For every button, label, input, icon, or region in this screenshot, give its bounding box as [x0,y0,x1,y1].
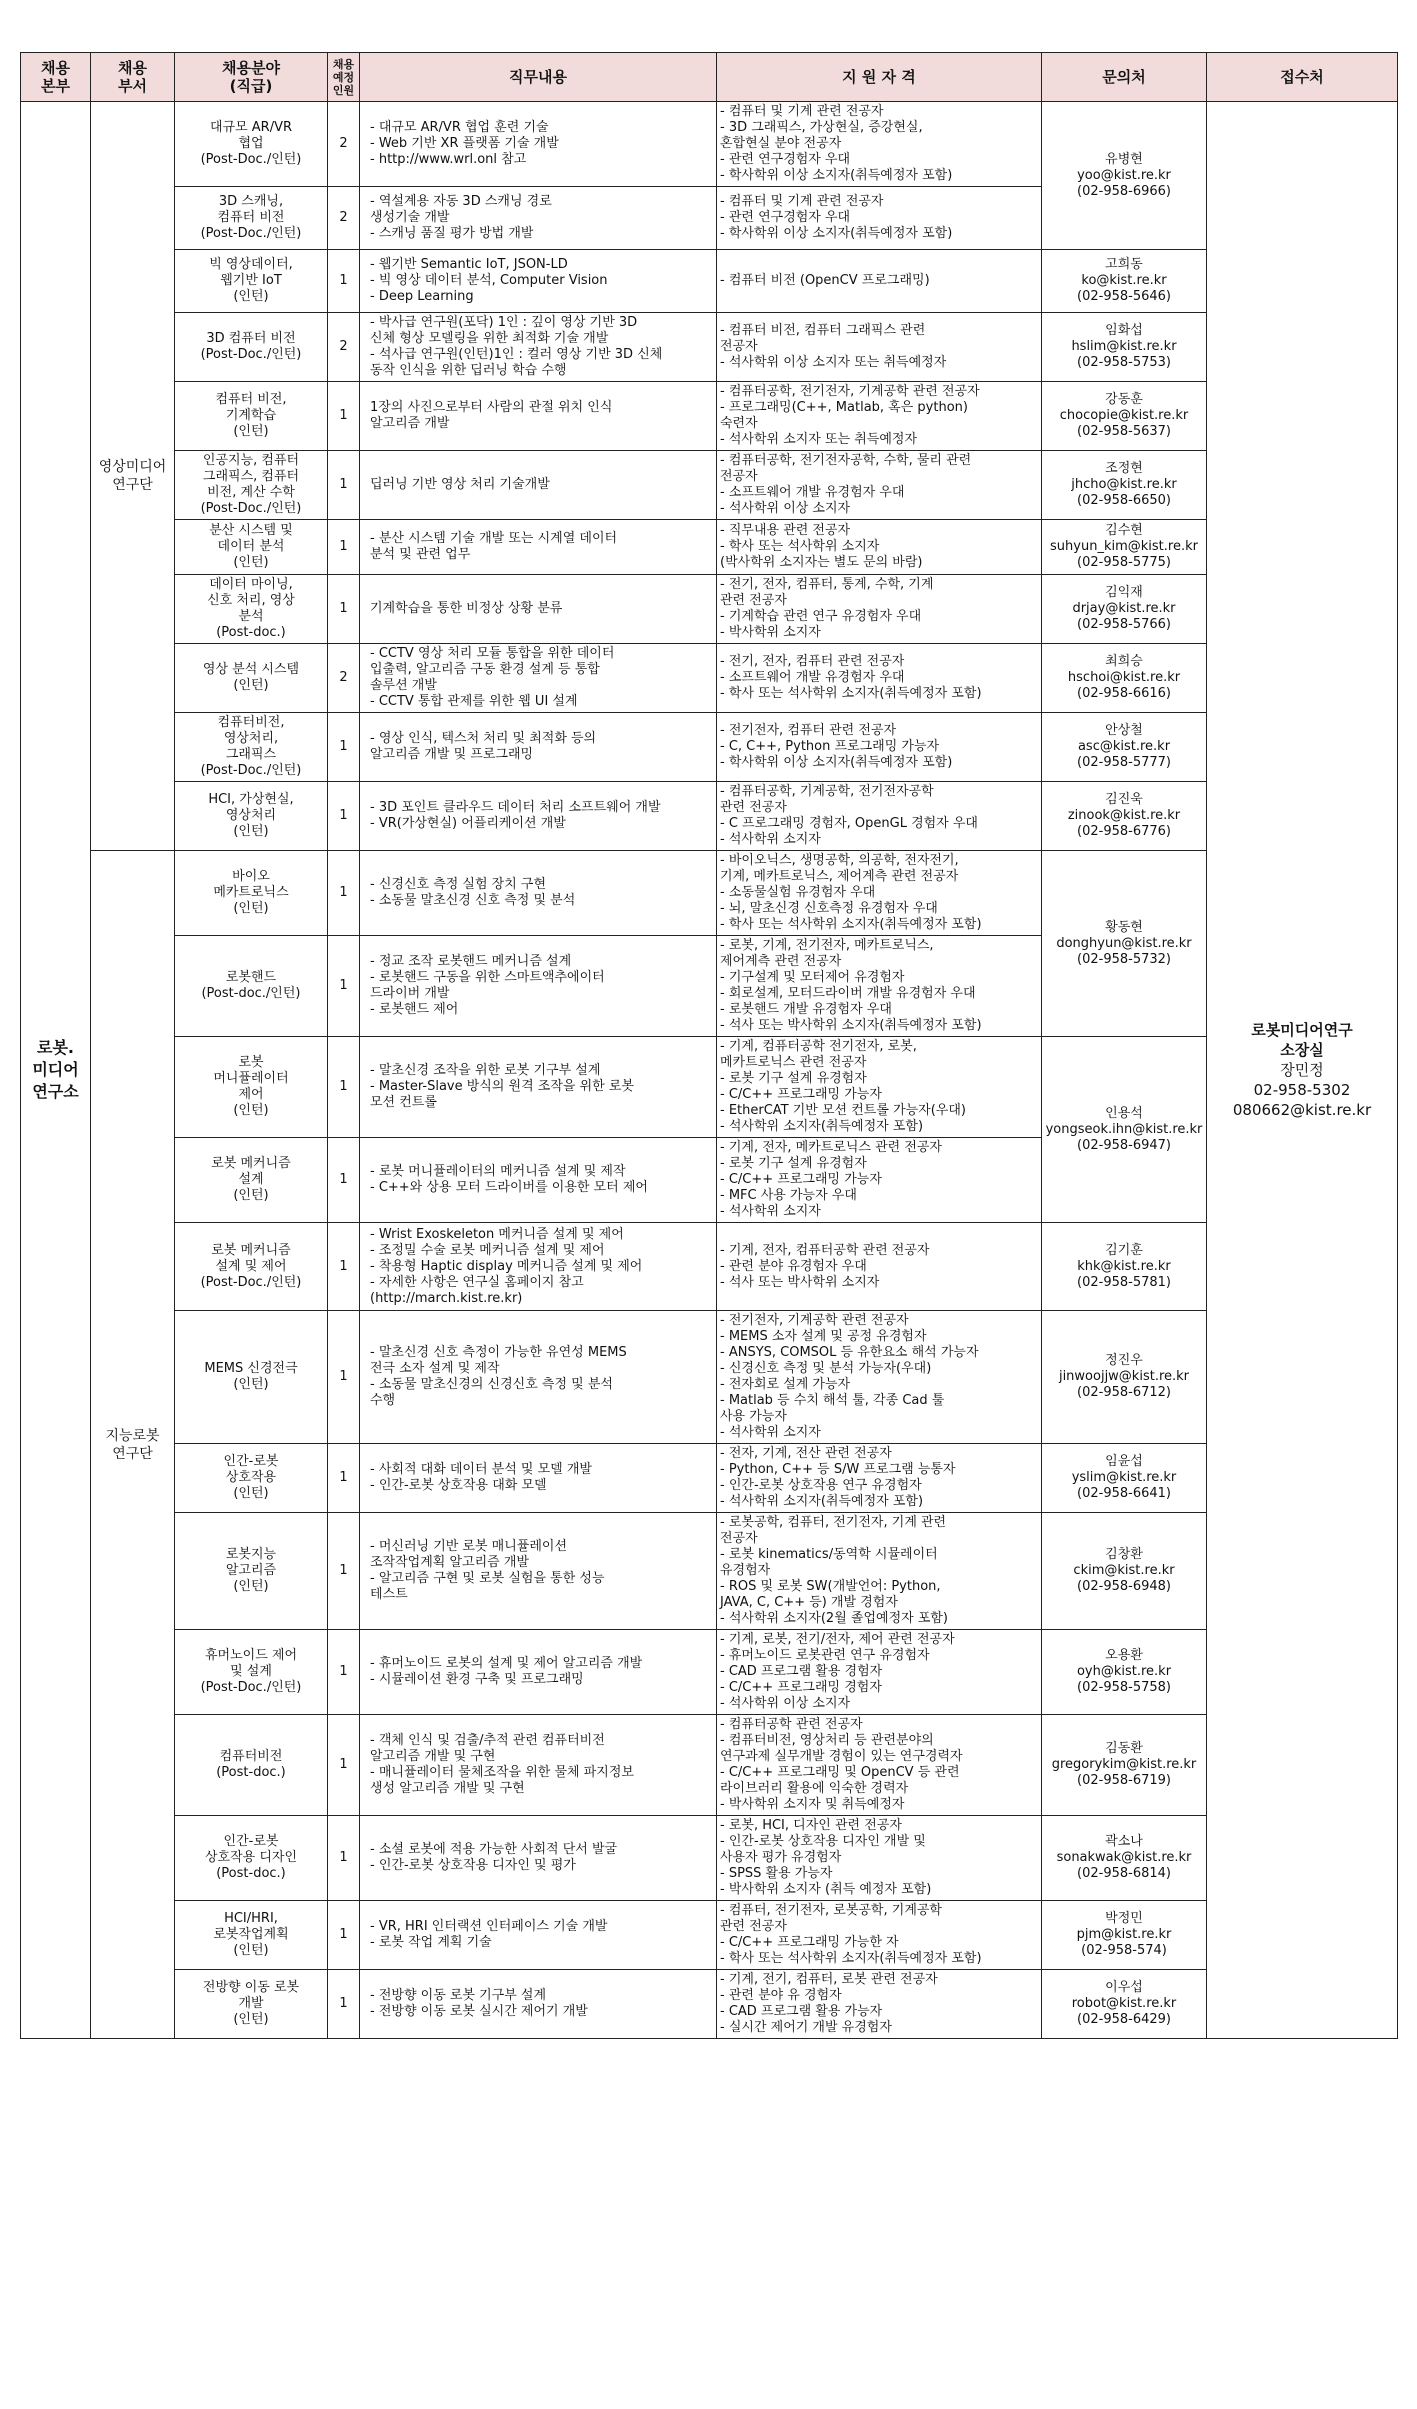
contact-cell [1042,1037,1207,1223]
contact-cell [1042,1513,1207,1630]
reception-name: 장민정 [1280,1061,1324,1079]
qualifications-cell: - 기계, 전자, 메카트로닉스 관련 전공자 - 로봇 기구 설계 유경험자 - C/C++ 프로그래밍 가능자 - MFC 사용 가능자 우대 - 석사학위 소지자 [717,1138,1042,1223]
contact-phone: (02-958-6948) [1077,1579,1171,1594]
table-row [21,382,1398,451]
contact-name: 박정민 [1105,1911,1143,1926]
count-cell: 2 [328,313,360,382]
contact-email: yslim@kist.re.kr [1071,1470,1177,1485]
qualifications-cell: - 로봇, HCI, 디자인 관련 전공자 - 인간-로봇 상호작용 디자인 개발 및 사용자 평가 유경험자 - SPSS 활용 가능자 - 박사학위 소지자 (취득 예정자 포함) [717,1816,1042,1901]
field-cell: 인공지능, 컴퓨터 그래픽스, 컴퓨터 비전, 계산 수학 (Post-Doc./인턴) [175,451,328,520]
contact-phone: (02-958-574) [1081,1943,1167,1958]
contact-email: robot@kist.re.kr [1071,1996,1177,2011]
contact-name: 이우섭 [1105,1980,1143,1995]
table-row [21,575,1398,644]
table-row [21,1223,1398,1311]
duties-cell: - 웹기반 Semantic IoT, JSON-LD - 빅 영상 데이터 분석, Computer Vision - Deep Learning [360,250,717,313]
contact-name: 김기훈 [1105,1242,1143,1258]
contact-email: zinook@kist.re.kr [1067,808,1181,823]
count-cell: 2 [328,102,360,187]
qualifications-cell: - 컴퓨터, 전기전자, 로봇공학, 기계공학 관련 전공자 - C/C++ 프로그래밍 가능한 자 - 학사 또는 석사학위 소지자(취득예정자 포함) [717,1901,1042,1970]
duties-cell: - 신경신호 측정 실험 장치 구현 - 소동물 말초신경 신호 측정 및 분석 [360,851,717,936]
count-cell: 1 [328,382,360,451]
count-cell: 1 [328,250,360,313]
reception-title: 로봇미디어연구 소장실 [1251,1021,1353,1059]
qualifications-cell: - 컴퓨터공학, 기계공학, 전기전자공학 관련 전공자 - C 프로그래밍 경험자, OpenGL 경험자 우대 - 석사학위 소지자 [717,782,1042,851]
reception-email: 080662@kist.re.kr [1232,1101,1372,1119]
contact-cell [1042,713,1207,782]
contact-phone: (02-958-6776) [1077,824,1171,839]
field-cell: 3D 컴퓨터 비전 (Post-Doc./인턴) [175,313,328,382]
table-row [21,851,1398,936]
duties-cell: - 사회적 대화 데이터 분석 및 모델 개발 - 인간-로봇 상호작용 대화 모델 [360,1444,717,1513]
contact-cell [1042,1715,1207,1816]
header-duties: 직무내용 [360,53,717,102]
duties-cell: - Wrist Exoskeleton 메커니즘 설계 및 제어 - 조정밀 수술 로봇 메커니즘 설계 및 제어 - 착용형 Haptic display 메커니즘 설계 및 제어 - 자세한 사항은 연구실 홈페이지 참고 (http://march.kist.re.kr) [360,1223,717,1311]
contact-cell [1042,1444,1207,1513]
department-cell: 영상미디어 연구단 [91,102,175,851]
duties-cell: - 객체 인식 및 검출/추적 관련 컴퓨터비전 알고리즘 개발 및 구현 - 매니퓰레이터 물체조작을 위한 물체 파지정보 생성 알고리즘 개발 및 구현 [360,1715,717,1816]
contact-email: drjay@kist.re.kr [1072,601,1176,616]
contact-name: 임윤섭 [1105,1454,1143,1469]
contact-phone: (02-958-5781) [1077,1274,1171,1290]
table-row [21,1816,1398,1901]
duties-cell: - VR, HRI 인터랙션 인터페이스 기술 개발 - 로봇 작업 계획 기술 [360,1901,717,1970]
qualifications-cell: - 기계, 로봇, 전기/전자, 제어 관련 전공자 - 휴머노이드 로봇관련 연구 유경험자 - CAD 프로그램 활용 경험자 - C/C++ 프로그래밍 경험자 - 석사학위 이상 소지자 [717,1630,1042,1715]
table-row [21,1970,1398,2039]
qualifications-cell: - 컴퓨터 및 기계 관련 전공자 - 3D 그래픽스, 가상현실, 증강현실, 혼합현실 분야 전공자 - 관련 연구경험자 우대 - 학사학위 이상 소지자(취득예정자 포함) [717,102,1042,187]
table-row [21,1513,1398,1630]
contact-name: 최희승 [1105,654,1143,669]
qualifications-cell: - 컴퓨터 비전, 컴퓨터 그래픽스 관련 전공자 - 석사학위 이상 소지자 또는 취득예정자 [717,313,1042,382]
contact-name: 임화섭 [1105,323,1143,338]
count-cell: 1 [328,1970,360,2039]
contact-name: 오용환 [1105,1648,1143,1663]
field-cell: 전방향 이동 로봇 개발 (인턴) [175,1970,328,2039]
header-reception: 접수처 [1207,53,1398,102]
duties-cell: - 말초신경 조작을 위한 로봇 기구부 설계 - Master-Slave 방식의 원격 조작을 위한 로봇 모션 컨트롤 [360,1037,717,1138]
contact-name: 김동환 [1105,1741,1143,1756]
contact-cell [1042,451,1207,520]
contact-name: 김수현 [1105,523,1143,538]
duties-cell: - CCTV 영상 처리 모듈 통합을 위한 데이터 입출력, 알고리즘 구동 환경 설계 등 통합 솔루션 개발 - CCTV 통합 관제를 위한 웹 UI 설계 [360,644,717,713]
contact-name: 김창환 [1105,1547,1143,1562]
field-cell: 휴머노이드 제어 및 설계 (Post-Doc./인턴) [175,1630,328,1715]
contact-cell [1042,1816,1207,1901]
field-cell: HCI, 가상현실, 영상처리 (인턴) [175,782,328,851]
duties-cell: - 전방향 이동 로봇 기구부 설계 - 전방향 이동 로봇 실시간 제어기 개발 [360,1970,717,2039]
field-cell: 로봇 머니퓰레이터 제어 (인턴) [175,1037,328,1138]
duties-cell: - 휴머노이드 로봇의 설계 및 제어 알고리즘 개발 - 시뮬레이션 환경 구축 및 프로그래밍 [360,1630,717,1715]
contact-name: 안상철 [1105,723,1143,738]
contact-cell [1042,575,1207,644]
contact-cell [1042,851,1207,1037]
qualifications-cell: - 컴퓨터공학 관련 전공자 - 컴퓨터비전, 영상처리 등 관련분야의 연구과제 실무개발 경험이 있는 연구경력자 - C/C++ 프로그래밍 및 OpenCV 등 관련 라이브러리 활용에 익숙한 경력자 - 박사학위 소지자 및 취득예정자 [717,1715,1042,1816]
table-row [21,1630,1398,1715]
contact-cell [1042,520,1207,575]
count-cell: 1 [328,782,360,851]
table-row [21,451,1398,520]
count-cell: 1 [328,1901,360,1970]
duties-cell: - 3D 포인트 클라우드 데이터 처리 소프트웨어 개발 - VR(가상현실) 어플리케이션 개발 [360,782,717,851]
field-cell: 컴퓨터 비전, 기계학습 (인턴) [175,382,328,451]
table-row [21,313,1398,382]
count-cell: 1 [328,575,360,644]
contact-phone: (02-958-5775) [1077,555,1171,570]
qualifications-cell: - 컴퓨터 및 기계 관련 전공자 - 관련 연구경험자 우대 - 학사학위 이상 소지자(취득예정자 포함) [717,187,1042,250]
contact-name: 김진욱 [1105,792,1143,807]
field-cell: 로봇 메커니즘 설계 및 제어 (Post-Doc./인턴) [175,1223,328,1311]
contact-cell [1042,250,1207,313]
count-cell: 1 [328,1444,360,1513]
count-cell: 2 [328,187,360,250]
contact-name: 고희동 [1105,257,1143,272]
contact-cell [1042,382,1207,451]
qualifications-cell: - 전기전자, 컴퓨터 관련 전공자 - C, C++, Python 프로그래밍 가능자 - 학사학위 이상 소지자(취득예정자 포함) [717,713,1042,782]
contact-cell [1042,1970,1207,2039]
duties-cell: - 로봇 머니퓰레이터의 메커니즘 설계 및 제작 - C++와 상용 모터 드라이버를 이용한 모터 제어 [360,1138,717,1223]
field-cell: MEMS 신경전극 (인턴) [175,1311,328,1444]
duties-cell: - 역설계용 자동 3D 스캐닝 경로 생성기술 개발 - 스캐닝 품질 평가 방법 개발 [360,187,717,250]
contact-email: ckim@kist.re.kr [1073,1563,1175,1578]
contact-phone: (02-958-6947) [1077,1137,1171,1153]
qualifications-cell: - 로봇공학, 컴퓨터, 전기전자, 기계 관련 전공자 - 로봇 kinematics/동역학 시뮬레이터 유경험자 - ROS 및 로봇 SW(개발언어: Python, JAVA, C, C++ 등) 개발 경험자 - 석사학위 소지자(2월 졸업예정자 포함) [717,1513,1042,1630]
contact-email: asc@kist.re.kr [1077,739,1171,754]
contact-phone: (02-958-6719) [1077,1773,1171,1788]
contact-email: yoo@kist.re.kr [1077,167,1171,183]
duties-cell: 1장의 사진으로부터 사람의 관절 위치 인식 알고리즘 개발 [360,382,717,451]
field-cell: 컴퓨터비전, 영상처리, 그래픽스 (Post-Doc./인턴) [175,713,328,782]
contact-cell [1042,1223,1207,1311]
headquarters-cell: 로봇. 미디어 연구소 [21,102,91,2039]
header-department: 채용 부서 [91,53,175,102]
count-cell: 1 [328,1630,360,1715]
contact-phone: (02-958-6650) [1077,493,1171,508]
count-cell: 1 [328,936,360,1037]
duties-cell: - 머신러닝 기반 로봇 매니퓰레이션 조작작업계획 알고리즘 개발 - 알고리즘 구현 및 로봇 실험을 통한 성능 테스트 [360,1513,717,1630]
contact-phone: (02-958-5637) [1077,424,1171,439]
qualifications-cell: - 전기, 전자, 컴퓨터, 통계, 수학, 기계 관련 전공자 - 기계학습 관련 연구 유경험자 우대 - 박사학위 소지자 [717,575,1042,644]
qualifications-cell: - 컴퓨터공학, 전기전자공학, 수학, 물리 관련 전공자 - 소프트웨어 개발 유경험자 우대 - 석사학위 이상 소지자 [717,451,1042,520]
contact-phone: (02-958-6966) [1077,183,1171,199]
reception-cell [1207,102,1398,2039]
qualifications-cell: - 직무내용 관련 전공자 - 학사 또는 석사학위 소지자 (박사학위 소지자는 별도 문의 바람) [717,520,1042,575]
contact-name: 김익재 [1105,585,1143,600]
contact-phone: (02-958-5646) [1077,289,1171,304]
qualifications-cell: - 전자, 기계, 전산 관련 전공자 - Python, C++ 등 S/W 프로그램 능통자 - 인간-로봇 상호작용 연구 유경험자 - 석사학위 소지자(취득예정자 포함) [717,1444,1042,1513]
duties-cell: - 소셜 로봇에 적용 가능한 사회적 단서 발굴 - 인간-로봇 상호작용 디자인 및 평가 [360,1816,717,1901]
contact-phone: (02-958-6641) [1077,1486,1171,1501]
recruitment-table [20,52,1398,2039]
recruitment-document [20,52,1397,2039]
contact-email: gregorykim@kist.re.kr [1051,1757,1197,1772]
contact-name: 황동현 [1105,919,1143,935]
duties-cell: - 정교 조작 로봇핸드 메커니즘 설계 - 로봇핸드 구동을 위한 스마트액추에이터 드라이버 개발 - 로봇핸드 제어 [360,936,717,1037]
contact-phone: (02-958-5758) [1077,1680,1171,1695]
contact-email: hschoi@kist.re.kr [1067,670,1181,685]
contact-cell [1042,1630,1207,1715]
qualifications-cell: - 기계, 컴퓨터공학 전기전자, 로봇, 메카트로닉스 관련 전공자 - 로봇 기구 설계 유경험자 - C/C++ 프로그래밍 가능자 - EtherCAT 기반 모션 컨트롤 가능자(우대) - 석사학위 소지자(취득예정자 포함) [717,1037,1042,1138]
contact-phone: (02-958-5732) [1077,951,1171,967]
duties-cell: 기계학습을 통한 비정상 상황 분류 [360,575,717,644]
field-cell: 로봇핸드 (Post-doc./인턴) [175,936,328,1037]
header-contact: 문의처 [1042,53,1207,102]
field-cell: 분산 시스템 및 데이터 분석 (인턴) [175,520,328,575]
qualifications-cell: - 로봇, 기계, 전기전자, 메카트로닉스, 제어계측 관련 전공자 - 기구설계 및 모터제어 유경험자 - 회로설계, 모터드라이버 개발 유경험자 우대 - 로봇핸드 개발 유경험자 우대 - 석사 또는 박사학위 소지자(취득예정자 포함) [717,936,1042,1037]
contact-cell [1042,782,1207,851]
contact-name: 강동훈 [1105,392,1143,407]
table-body [21,102,1398,2039]
department-cell: 지능로봇 연구단 [91,851,175,2039]
contact-email: oyh@kist.re.kr [1076,1664,1172,1679]
field-cell: HCI/HRI, 로봇작업계획 (인턴) [175,1901,328,1970]
contact-email: sonakwak@kist.re.kr [1056,1850,1192,1865]
contact-name: 정진우 [1105,1353,1143,1368]
contact-email: khk@kist.re.kr [1077,1258,1171,1274]
table-row [21,1715,1398,1816]
field-cell: 컴퓨터비전 (Post-doc.) [175,1715,328,1816]
count-cell: 2 [328,644,360,713]
contact-cell [1042,1311,1207,1444]
count-cell: 1 [328,1223,360,1311]
duties-cell: - 박사급 연구원(포닥) 1인 : 깊이 영상 기반 3D 신체 형상 모델링을 위한 최적화 기술 개발 - 석사급 연구원(인턴)1인 : 컬러 영상 기반 3D 신체 동작 인식을 위한 딥러닝 학습 수행 [360,313,717,382]
table-row [21,1037,1398,1138]
header-headquarters: 채용 본부 [21,53,91,102]
field-cell: 인간-로봇 상호작용 (인턴) [175,1444,328,1513]
duties-cell: - 분산 시스템 기술 개발 또는 시계열 데이터 분석 및 관련 업무 [360,520,717,575]
count-cell: 1 [328,851,360,936]
contact-email: donghyun@kist.re.kr [1056,935,1192,951]
qualifications-cell: - 바이오닉스, 생명공학, 의공학, 전자전기, 기계, 메카트로닉스, 제어계측 관련 전공자 - 소동물실험 유경험자 우대 - 뇌, 말초신경 신호측정 유경험자 우대 - 학사 또는 석사학위 소지자(취득예정자 포함) [717,851,1042,936]
table-row [21,1444,1398,1513]
table-row [21,520,1398,575]
field-cell: 데이터 마이닝, 신호 처리, 영상 분석 (Post-doc.) [175,575,328,644]
field-cell: 인간-로봇 상호작용 디자인 (Post-doc.) [175,1816,328,1901]
contact-cell [1042,1901,1207,1970]
count-cell: 1 [328,1816,360,1901]
contact-email: chocopie@kist.re.kr [1059,408,1189,423]
field-cell: 로봇지능 알고리즘 (인턴) [175,1513,328,1630]
field-cell: 로봇 메커니즘 설계 (인턴) [175,1138,328,1223]
field-cell: 바이오 메카트로닉스 (인턴) [175,851,328,936]
duties-cell: - 말초신경 신호 측정이 가능한 유연성 MEMS 전극 소자 설계 및 제작 - 소동물 말초신경의 신경신호 측정 및 분석 수행 [360,1311,717,1444]
duties-cell: - 대규모 AR/VR 협업 훈련 기술 - Web 기반 XR 플랫폼 기술 개발 - http://www.wrl.onl 참고 [360,102,717,187]
field-cell: 영상 분석 시스템 (인턴) [175,644,328,713]
table-row [21,644,1398,713]
contact-cell [1042,644,1207,713]
contact-email: pjm@kist.re.kr [1076,1927,1172,1942]
qualifications-cell: - 컴퓨터 비전 (OpenCV 프로그래밍) [717,250,1042,313]
count-cell: 1 [328,1037,360,1138]
table-row [21,250,1398,313]
field-cell: 빅 영상데이터, 웹기반 IoT (인턴) [175,250,328,313]
table-row [21,102,1398,187]
count-cell: 1 [328,451,360,520]
header-row [21,53,1398,102]
table-row [21,713,1398,782]
header-count: 채용 예정 인원 [328,53,360,102]
contact-email: suhyun_kim@kist.re.kr [1050,539,1198,554]
count-cell: 1 [328,1513,360,1630]
header-qualifications: 지 원 자 격 [717,53,1042,102]
contact-email: jhcho@kist.re.kr [1071,477,1177,492]
contact-phone: (02-958-6616) [1077,686,1171,701]
table-row [21,1901,1398,1970]
qualifications-cell: - 기계, 전기, 컴퓨터, 로봇 관련 전공자 - 관련 분야 유 경험자 - CAD 프로그램 활용 가능자 - 실시간 제어기 개발 유경험자 [717,1970,1042,2039]
contact-phone: (02-958-5777) [1077,755,1171,770]
contact-email: yongseok.ihn@kist.re.kr [1045,1121,1203,1137]
contact-email: jinwoojjw@kist.re.kr [1058,1369,1190,1384]
contact-phone: (02-958-5753) [1077,355,1171,370]
header-field: 채용분야 (직급) [175,53,328,102]
duties-cell: - 영상 인식, 텍스처 처리 및 최적화 등의 알고리즘 개발 및 프로그래밍 [360,713,717,782]
contact-phone: (02-958-6712) [1077,1385,1171,1400]
duties-cell: 딥러닝 기반 영상 처리 기술개발 [360,451,717,520]
count-cell: 1 [328,713,360,782]
table-row [21,1311,1398,1444]
qualifications-cell: - 전기전자, 기계공학 관련 전공자 - MEMS 소자 설계 및 공정 유경험자 - ANSYS, COMSOL 등 유한요소 해석 가능자 - 신경신호 측정 및 분석 가능자(우대) - 전자회로 설계 가능자 - Matlab 등 수치 해석 툴, 각종 Cad 툴 사용 가능자 - 석사학위 소지자 [717,1311,1042,1444]
count-cell: 1 [328,1715,360,1816]
contact-phone: (02-958-6429) [1077,2012,1171,2027]
contact-email: hslim@kist.re.kr [1071,339,1177,354]
contact-cell [1042,313,1207,382]
contact-phone: (02-958-6814) [1077,1866,1171,1881]
contact-name: 곽소나 [1105,1834,1143,1849]
count-cell: 1 [328,520,360,575]
contact-name: 인용석 [1105,1105,1143,1121]
reception-phone: 02-958-5302 [1253,1081,1351,1099]
contact-name: 유병현 [1105,151,1143,167]
qualifications-cell: - 전기, 전자, 컴퓨터 관련 전공자 - 소프트웨어 개발 유경험자 우대 - 학사 또는 석사학위 소지자(취득예정자 포함) [717,644,1042,713]
contact-cell [1042,102,1207,250]
table-row [21,782,1398,851]
contact-email: ko@kist.re.kr [1081,273,1167,288]
qualifications-cell: - 기계, 전자, 컴퓨터공학 관련 전공자 - 관련 분야 유경험자 우대 - 석사 또는 박사학위 소지자 [717,1223,1042,1311]
contact-phone: (02-958-5766) [1077,617,1171,632]
field-cell: 대규모 AR/VR 협업 (Post-Doc./인턴) [175,102,328,187]
contact-name: 조정현 [1105,461,1143,476]
field-cell: 3D 스캐닝, 컴퓨터 비전 (Post-Doc./인턴) [175,187,328,250]
count-cell: 1 [328,1138,360,1223]
qualifications-cell: - 컴퓨터공학, 전기전자, 기계공학 관련 전공자 - 프로그래밍(C++, Matlab, 혹은 python) 숙련자 - 석사학위 소지자 또는 취득예정자 [717,382,1042,451]
count-cell: 1 [328,1311,360,1444]
